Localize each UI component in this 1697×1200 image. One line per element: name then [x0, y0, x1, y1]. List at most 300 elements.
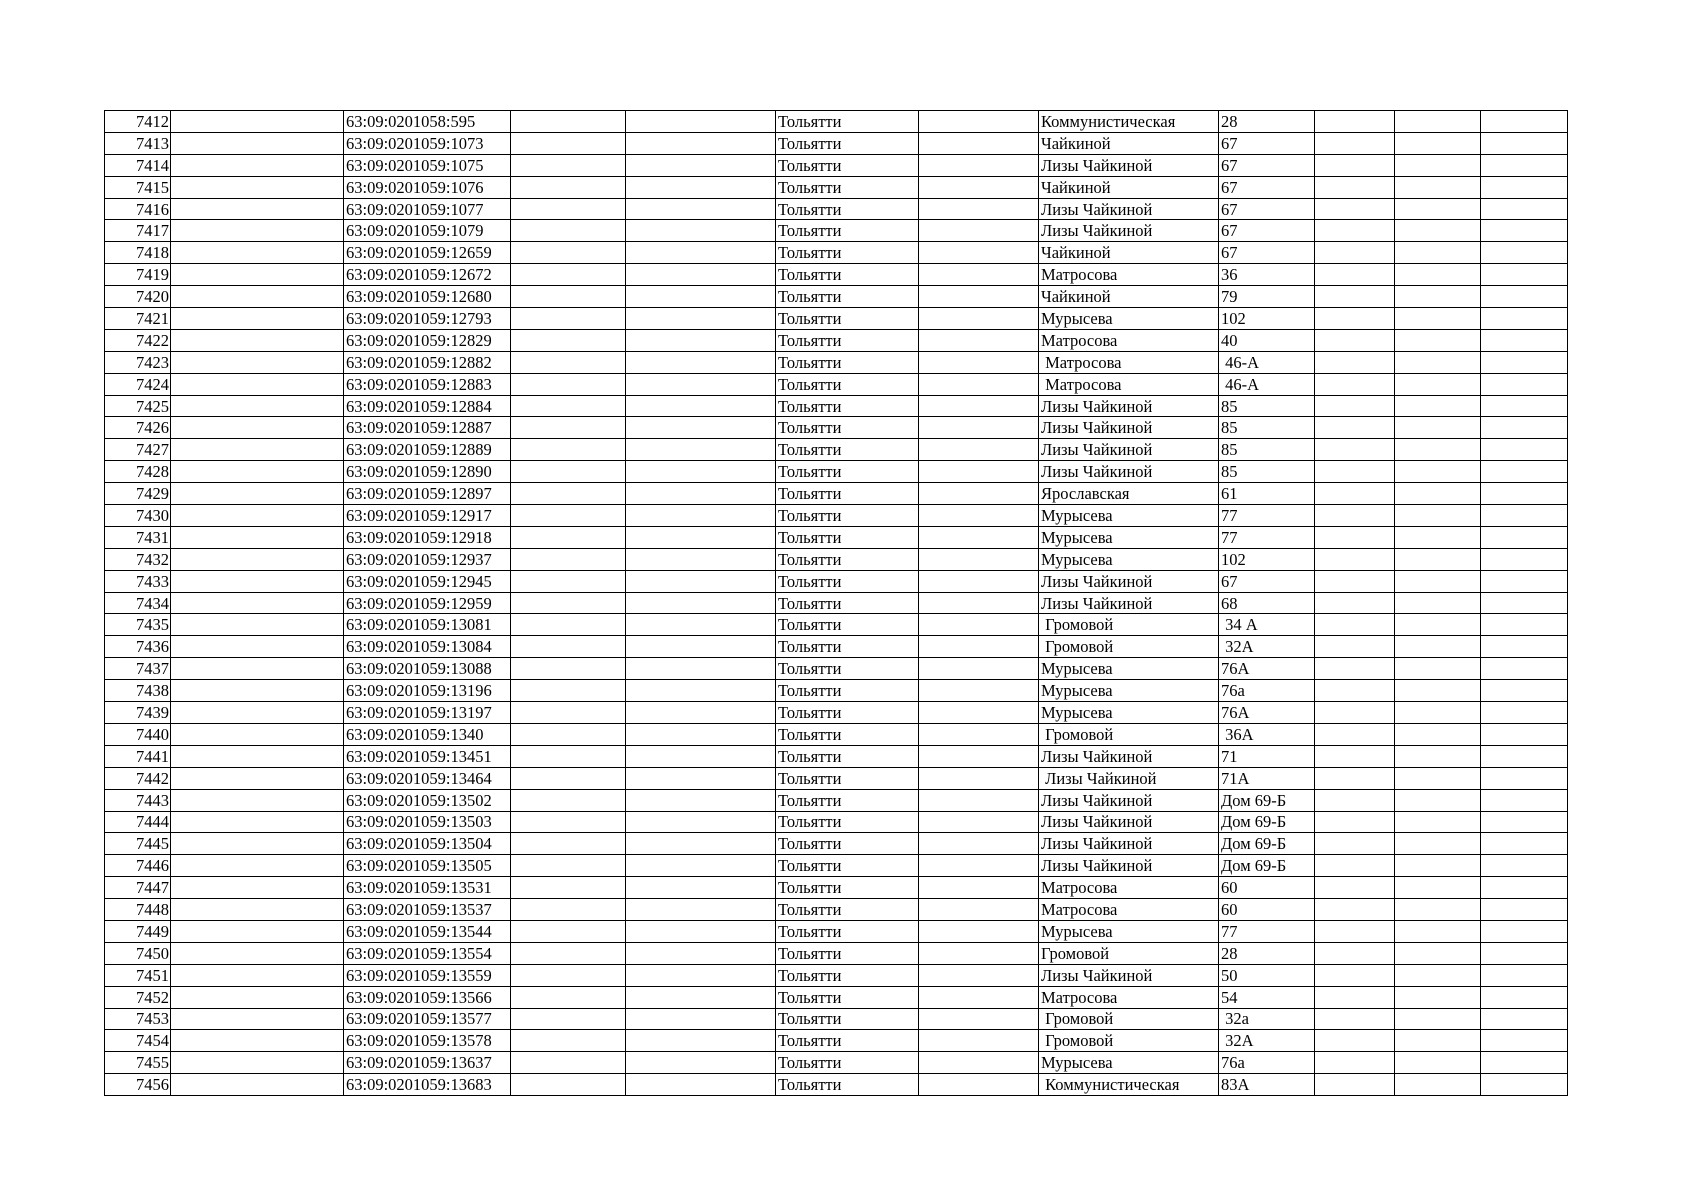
- house-number-cell: 67: [1219, 154, 1315, 176]
- house-number-cell: 85: [1219, 439, 1315, 461]
- empty-cell-b: [171, 264, 344, 286]
- row-number-cell: 7453: [105, 1008, 171, 1030]
- empty-cell-e: [626, 329, 776, 351]
- empty-cell-b: [171, 351, 344, 373]
- row-number-cell: 7452: [105, 986, 171, 1008]
- row-number-cell: 7414: [105, 154, 171, 176]
- row-number-cell: 7426: [105, 417, 171, 439]
- empty-cell-k: [1395, 1052, 1481, 1074]
- empty-cell-e: [626, 439, 776, 461]
- empty-cell-d: [511, 395, 626, 417]
- cadastral-number-cell: 63:09:0201059:13088: [344, 658, 511, 680]
- empty-cell-b: [171, 702, 344, 724]
- empty-cell-d: [511, 505, 626, 527]
- table-row: [105, 920, 1568, 942]
- city-cell: Тольятти: [776, 767, 919, 789]
- empty-cell-k: [1395, 811, 1481, 833]
- empty-cell-l: [1481, 329, 1568, 351]
- empty-cell-e: [626, 877, 776, 899]
- empty-cell-l: [1481, 505, 1568, 527]
- empty-cell-g: [919, 1030, 1039, 1052]
- empty-cell-d: [511, 373, 626, 395]
- empty-cell-k: [1395, 658, 1481, 680]
- empty-cell-d: [511, 855, 626, 877]
- city-cell: Тольятти: [776, 1008, 919, 1030]
- empty-cell-b: [171, 308, 344, 330]
- empty-cell-l: [1481, 154, 1568, 176]
- row-number-cell: 7446: [105, 855, 171, 877]
- empty-cell-e: [626, 286, 776, 308]
- empty-cell-g: [919, 899, 1039, 921]
- empty-cell-g: [919, 111, 1039, 133]
- city-cell: Тольятти: [776, 548, 919, 570]
- empty-cell-l: [1481, 789, 1568, 811]
- empty-cell-g: [919, 745, 1039, 767]
- city-cell: Тольятти: [776, 505, 919, 527]
- empty-cell-j: [1315, 811, 1395, 833]
- table-row: [105, 483, 1568, 505]
- street-cell: Лизы Чайкиной: [1039, 439, 1219, 461]
- empty-cell-l: [1481, 592, 1568, 614]
- row-number-cell: 7437: [105, 658, 171, 680]
- empty-cell-l: [1481, 461, 1568, 483]
- empty-cell-j: [1315, 877, 1395, 899]
- empty-cell-d: [511, 964, 626, 986]
- house-number-cell: 76а: [1219, 1052, 1315, 1074]
- empty-cell-g: [919, 723, 1039, 745]
- empty-cell-g: [919, 920, 1039, 942]
- empty-cell-j: [1315, 329, 1395, 351]
- empty-cell-j: [1315, 286, 1395, 308]
- empty-cell-j: [1315, 526, 1395, 548]
- street-cell: Матросова: [1039, 899, 1219, 921]
- house-number-cell: 32а: [1219, 1008, 1315, 1030]
- empty-cell-g: [919, 548, 1039, 570]
- cadastral-number-cell: 63:09:0201059:13578: [344, 1030, 511, 1052]
- house-number-cell: 50: [1219, 964, 1315, 986]
- empty-cell-g: [919, 220, 1039, 242]
- empty-cell-b: [171, 1030, 344, 1052]
- empty-cell-k: [1395, 373, 1481, 395]
- city-cell: Тольятти: [776, 198, 919, 220]
- street-cell: Лизы Чайкиной: [1039, 767, 1219, 789]
- empty-cell-d: [511, 286, 626, 308]
- row-number-cell: 7433: [105, 570, 171, 592]
- empty-cell-e: [626, 526, 776, 548]
- empty-cell-j: [1315, 1074, 1395, 1096]
- table-row: [105, 264, 1568, 286]
- empty-cell-b: [171, 1008, 344, 1030]
- cadastral-number-cell: 63:09:0201059:12829: [344, 329, 511, 351]
- empty-cell-l: [1481, 614, 1568, 636]
- empty-cell-l: [1481, 920, 1568, 942]
- empty-cell-g: [919, 658, 1039, 680]
- row-number-cell: 7432: [105, 548, 171, 570]
- empty-cell-k: [1395, 483, 1481, 505]
- empty-cell-k: [1395, 855, 1481, 877]
- empty-cell-l: [1481, 986, 1568, 1008]
- table-row: [105, 198, 1568, 220]
- house-number-cell: 54: [1219, 986, 1315, 1008]
- empty-cell-g: [919, 811, 1039, 833]
- table-row: [105, 526, 1568, 548]
- empty-cell-e: [626, 570, 776, 592]
- row-number-cell: 7435: [105, 614, 171, 636]
- empty-cell-k: [1395, 461, 1481, 483]
- house-number-cell: 102: [1219, 548, 1315, 570]
- house-number-cell: 76А: [1219, 702, 1315, 724]
- empty-cell-e: [626, 1030, 776, 1052]
- row-number-cell: 7450: [105, 942, 171, 964]
- empty-cell-g: [919, 308, 1039, 330]
- row-number-cell: 7438: [105, 680, 171, 702]
- empty-cell-d: [511, 351, 626, 373]
- empty-cell-k: [1395, 242, 1481, 264]
- row-number-cell: 7415: [105, 176, 171, 198]
- empty-cell-k: [1395, 592, 1481, 614]
- cadastral-table: [104, 110, 1568, 1096]
- street-cell: Матросова: [1039, 877, 1219, 899]
- empty-cell-g: [919, 395, 1039, 417]
- empty-cell-e: [626, 220, 776, 242]
- street-cell: Матросова: [1039, 351, 1219, 373]
- empty-cell-g: [919, 789, 1039, 811]
- row-number-cell: 7428: [105, 461, 171, 483]
- cadastral-number-cell: 63:09:0201059:12882: [344, 351, 511, 373]
- empty-cell-j: [1315, 789, 1395, 811]
- empty-cell-e: [626, 899, 776, 921]
- empty-cell-k: [1395, 220, 1481, 242]
- cadastral-number-cell: 63:09:0201059:1340: [344, 723, 511, 745]
- empty-cell-d: [511, 461, 626, 483]
- empty-cell-e: [626, 242, 776, 264]
- empty-cell-d: [511, 811, 626, 833]
- empty-cell-l: [1481, 286, 1568, 308]
- empty-cell-k: [1395, 1008, 1481, 1030]
- empty-cell-k: [1395, 680, 1481, 702]
- empty-cell-d: [511, 417, 626, 439]
- empty-cell-b: [171, 1052, 344, 1074]
- table-row: [105, 439, 1568, 461]
- empty-cell-l: [1481, 702, 1568, 724]
- house-number-cell: 79: [1219, 286, 1315, 308]
- empty-cell-k: [1395, 745, 1481, 767]
- table-row: [105, 745, 1568, 767]
- street-cell: Мурысева: [1039, 680, 1219, 702]
- empty-cell-j: [1315, 220, 1395, 242]
- table-row: [105, 614, 1568, 636]
- empty-cell-l: [1481, 242, 1568, 264]
- cadastral-number-cell: 63:09:0201059:13559: [344, 964, 511, 986]
- empty-cell-e: [626, 855, 776, 877]
- empty-cell-b: [171, 548, 344, 570]
- cadastral-number-cell: 63:09:0201059:1079: [344, 220, 511, 242]
- city-cell: Тольятти: [776, 920, 919, 942]
- empty-cell-b: [171, 198, 344, 220]
- empty-cell-e: [626, 920, 776, 942]
- table-row: [105, 329, 1568, 351]
- cadastral-number-cell: 63:09:0201059:13503: [344, 811, 511, 833]
- city-cell: Тольятти: [776, 811, 919, 833]
- empty-cell-j: [1315, 483, 1395, 505]
- empty-cell-k: [1395, 308, 1481, 330]
- cadastral-number-cell: 63:09:0201059:13637: [344, 1052, 511, 1074]
- row-number-cell: 7424: [105, 373, 171, 395]
- city-cell: Тольятти: [776, 745, 919, 767]
- empty-cell-b: [171, 286, 344, 308]
- empty-cell-g: [919, 286, 1039, 308]
- table-row: [105, 1052, 1568, 1074]
- empty-cell-k: [1395, 505, 1481, 527]
- street-cell: Лизы Чайкиной: [1039, 220, 1219, 242]
- city-cell: Тольятти: [776, 1052, 919, 1074]
- table-row: [105, 1074, 1568, 1096]
- street-cell: Мурысева: [1039, 505, 1219, 527]
- street-cell: Лизы Чайкиной: [1039, 811, 1219, 833]
- empty-cell-k: [1395, 111, 1481, 133]
- cadastral-number-cell: 63:09:0201059:12883: [344, 373, 511, 395]
- table-row: [105, 1008, 1568, 1030]
- row-number-cell: 7445: [105, 833, 171, 855]
- empty-cell-k: [1395, 942, 1481, 964]
- empty-cell-j: [1315, 964, 1395, 986]
- empty-cell-b: [171, 176, 344, 198]
- empty-cell-d: [511, 111, 626, 133]
- street-cell: Лизы Чайкиной: [1039, 570, 1219, 592]
- house-number-cell: 36А: [1219, 723, 1315, 745]
- empty-cell-k: [1395, 702, 1481, 724]
- empty-cell-j: [1315, 1052, 1395, 1074]
- row-number-cell: 7444: [105, 811, 171, 833]
- row-number-cell: 7449: [105, 920, 171, 942]
- city-cell: Тольятти: [776, 220, 919, 242]
- empty-cell-j: [1315, 899, 1395, 921]
- empty-cell-d: [511, 789, 626, 811]
- table-row: [105, 417, 1568, 439]
- empty-cell-j: [1315, 111, 1395, 133]
- row-number-cell: 7440: [105, 723, 171, 745]
- empty-cell-e: [626, 483, 776, 505]
- city-cell: Тольятти: [776, 111, 919, 133]
- city-cell: Тольятти: [776, 395, 919, 417]
- empty-cell-b: [171, 154, 344, 176]
- empty-cell-l: [1481, 1008, 1568, 1030]
- cadastral-number-cell: 63:09:0201059:13197: [344, 702, 511, 724]
- city-cell: Тольятти: [776, 636, 919, 658]
- city-cell: Тольятти: [776, 526, 919, 548]
- empty-cell-d: [511, 899, 626, 921]
- city-cell: Тольятти: [776, 242, 919, 264]
- empty-cell-d: [511, 1052, 626, 1074]
- empty-cell-k: [1395, 351, 1481, 373]
- cadastral-number-cell: 63:09:0201059:12918: [344, 526, 511, 548]
- empty-cell-j: [1315, 461, 1395, 483]
- empty-cell-g: [919, 198, 1039, 220]
- empty-cell-l: [1481, 417, 1568, 439]
- empty-cell-l: [1481, 833, 1568, 855]
- row-number-cell: 7451: [105, 964, 171, 986]
- table-row: [105, 964, 1568, 986]
- empty-cell-g: [919, 964, 1039, 986]
- city-cell: Тольятти: [776, 373, 919, 395]
- empty-cell-k: [1395, 132, 1481, 154]
- empty-cell-d: [511, 264, 626, 286]
- house-number-cell: 85: [1219, 417, 1315, 439]
- row-number-cell: 7421: [105, 308, 171, 330]
- street-cell: Лизы Чайкиной: [1039, 833, 1219, 855]
- empty-cell-j: [1315, 833, 1395, 855]
- row-number-cell: 7419: [105, 264, 171, 286]
- empty-cell-b: [171, 964, 344, 986]
- empty-cell-j: [1315, 548, 1395, 570]
- cadastral-number-cell: 63:09:0201059:12889: [344, 439, 511, 461]
- city-cell: Тольятти: [776, 592, 919, 614]
- empty-cell-d: [511, 942, 626, 964]
- empty-cell-e: [626, 789, 776, 811]
- empty-cell-l: [1481, 1030, 1568, 1052]
- cadastral-number-cell: 63:09:0201059:1075: [344, 154, 511, 176]
- empty-cell-g: [919, 570, 1039, 592]
- empty-cell-j: [1315, 658, 1395, 680]
- empty-cell-g: [919, 680, 1039, 702]
- empty-cell-k: [1395, 899, 1481, 921]
- empty-cell-d: [511, 132, 626, 154]
- empty-cell-g: [919, 986, 1039, 1008]
- empty-cell-e: [626, 1074, 776, 1096]
- empty-cell-g: [919, 877, 1039, 899]
- empty-cell-g: [919, 526, 1039, 548]
- empty-cell-j: [1315, 855, 1395, 877]
- street-cell: Мурысева: [1039, 548, 1219, 570]
- empty-cell-b: [171, 920, 344, 942]
- house-number-cell: 61: [1219, 483, 1315, 505]
- empty-cell-g: [919, 505, 1039, 527]
- house-number-cell: 32А: [1219, 636, 1315, 658]
- cadastral-number-cell: 63:09:0201059:13084: [344, 636, 511, 658]
- table-row: [105, 833, 1568, 855]
- empty-cell-g: [919, 329, 1039, 351]
- cadastral-number-cell: 63:09:0201059:12937: [344, 548, 511, 570]
- table-row: [105, 877, 1568, 899]
- empty-cell-d: [511, 680, 626, 702]
- empty-cell-b: [171, 242, 344, 264]
- empty-cell-e: [626, 461, 776, 483]
- empty-cell-b: [171, 899, 344, 921]
- table-body: [105, 111, 1568, 1096]
- empty-cell-e: [626, 548, 776, 570]
- house-number-cell: 71А: [1219, 767, 1315, 789]
- empty-cell-k: [1395, 1030, 1481, 1052]
- row-number-cell: 7455: [105, 1052, 171, 1074]
- empty-cell-k: [1395, 789, 1481, 811]
- empty-cell-j: [1315, 986, 1395, 1008]
- empty-cell-b: [171, 680, 344, 702]
- empty-cell-e: [626, 702, 776, 724]
- house-number-cell: 28: [1219, 111, 1315, 133]
- empty-cell-l: [1481, 198, 1568, 220]
- house-number-cell: Дом 69-Б: [1219, 789, 1315, 811]
- empty-cell-k: [1395, 264, 1481, 286]
- cadastral-number-cell: 63:09:0201059:12672: [344, 264, 511, 286]
- cadastral-number-cell: 63:09:0201059:12890: [344, 461, 511, 483]
- table-row: [105, 592, 1568, 614]
- cadastral-number-cell: 63:09:0201059:13537: [344, 899, 511, 921]
- table-row: [105, 242, 1568, 264]
- street-cell: Лизы Чайкиной: [1039, 855, 1219, 877]
- empty-cell-l: [1481, 220, 1568, 242]
- empty-cell-k: [1395, 833, 1481, 855]
- street-cell: Лизы Чайкиной: [1039, 154, 1219, 176]
- empty-cell-d: [511, 592, 626, 614]
- empty-cell-j: [1315, 395, 1395, 417]
- empty-cell-l: [1481, 964, 1568, 986]
- house-number-cell: 102: [1219, 308, 1315, 330]
- empty-cell-b: [171, 877, 344, 899]
- empty-cell-l: [1481, 264, 1568, 286]
- street-cell: Громовой: [1039, 1008, 1219, 1030]
- empty-cell-g: [919, 264, 1039, 286]
- empty-cell-g: [919, 592, 1039, 614]
- empty-cell-j: [1315, 942, 1395, 964]
- empty-cell-g: [919, 614, 1039, 636]
- empty-cell-j: [1315, 373, 1395, 395]
- empty-cell-e: [626, 417, 776, 439]
- house-number-cell: 83А: [1219, 1074, 1315, 1096]
- empty-cell-g: [919, 855, 1039, 877]
- empty-cell-e: [626, 395, 776, 417]
- table-row: [105, 767, 1568, 789]
- house-number-cell: 76А: [1219, 658, 1315, 680]
- empty-cell-d: [511, 636, 626, 658]
- house-number-cell: 77: [1219, 526, 1315, 548]
- empty-cell-b: [171, 417, 344, 439]
- house-number-cell: 67: [1219, 198, 1315, 220]
- row-number-cell: 7425: [105, 395, 171, 417]
- empty-cell-l: [1481, 723, 1568, 745]
- empty-cell-d: [511, 548, 626, 570]
- table-row: [105, 636, 1568, 658]
- empty-cell-k: [1395, 526, 1481, 548]
- street-cell: Мурысева: [1039, 526, 1219, 548]
- empty-cell-l: [1481, 811, 1568, 833]
- empty-cell-e: [626, 132, 776, 154]
- street-cell: Лизы Чайкиной: [1039, 592, 1219, 614]
- cadastral-number-cell: 63:09:0201059:13196: [344, 680, 511, 702]
- row-number-cell: 7417: [105, 220, 171, 242]
- empty-cell-d: [511, 1074, 626, 1096]
- empty-cell-k: [1395, 614, 1481, 636]
- city-cell: Тольятти: [776, 264, 919, 286]
- empty-cell-e: [626, 308, 776, 330]
- cadastral-number-cell: 63:09:0201059:1073: [344, 132, 511, 154]
- street-cell: Громовой: [1039, 1030, 1219, 1052]
- empty-cell-l: [1481, 680, 1568, 702]
- empty-cell-l: [1481, 942, 1568, 964]
- house-number-cell: Дом 69-Б: [1219, 833, 1315, 855]
- empty-cell-d: [511, 526, 626, 548]
- table-row: [105, 395, 1568, 417]
- street-cell: Лизы Чайкиной: [1039, 395, 1219, 417]
- empty-cell-d: [511, 329, 626, 351]
- empty-cell-d: [511, 658, 626, 680]
- street-cell: Лизы Чайкиной: [1039, 789, 1219, 811]
- street-cell: Лизы Чайкиной: [1039, 461, 1219, 483]
- empty-cell-b: [171, 833, 344, 855]
- street-cell: Лизы Чайкиной: [1039, 745, 1219, 767]
- street-cell: Громовой: [1039, 942, 1219, 964]
- empty-cell-d: [511, 176, 626, 198]
- table-row: [105, 899, 1568, 921]
